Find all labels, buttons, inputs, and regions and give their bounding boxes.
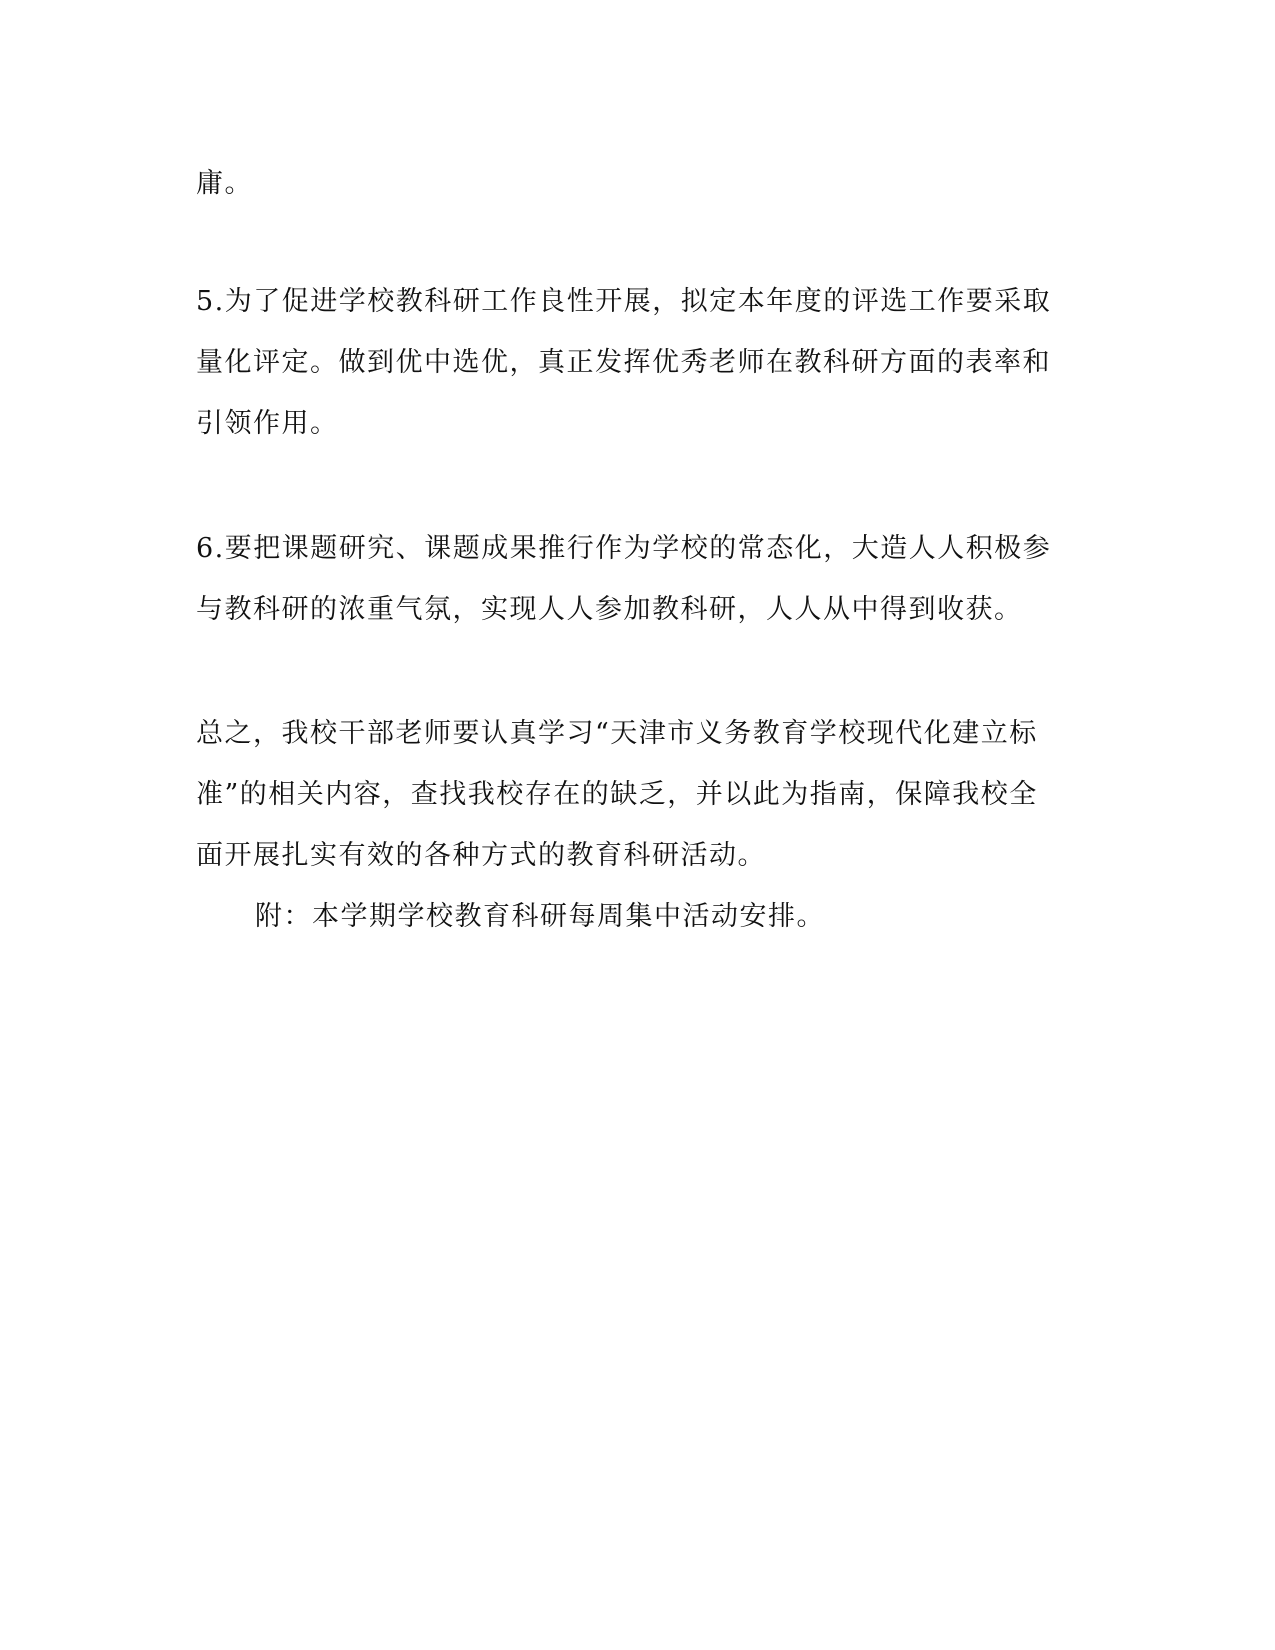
- appendix-note: 附：本学期学校教育科研每周集中活动安排。: [255, 901, 825, 932]
- item-6-line-1: 6.要把课题研究、课题成果推行作为学校的常态化，大造人人积极参: [196, 533, 1052, 564]
- item-5-line-3: 引领作用。: [196, 408, 339, 439]
- paragraph-4-tail-line: 庸。: [196, 168, 253, 199]
- item-5-line-2: 量化评定。做到优中选优，真正发挥优秀老师在教科研方面的表率和: [196, 347, 1051, 378]
- item-5-line-1: 5.为了促进学校教科研工作良性开展，拟定本年度的评选工作要采取: [196, 286, 1052, 317]
- summary-line-3: 面开展扎实有效的各种方式的教育科研活动。: [196, 840, 766, 871]
- summary-line-2: 准”的相关内容，查找我校存在的缺乏，并以此为指南，保障我校全: [196, 779, 1038, 810]
- item-6-line-2: 与教科研的浓重气氛，实现人人参加教科研，人人从中得到收获。: [196, 594, 1023, 625]
- summary-line-1: 总之，我校干部老师要认真学习“天津市义务教育学校现代化建立标: [196, 718, 1038, 749]
